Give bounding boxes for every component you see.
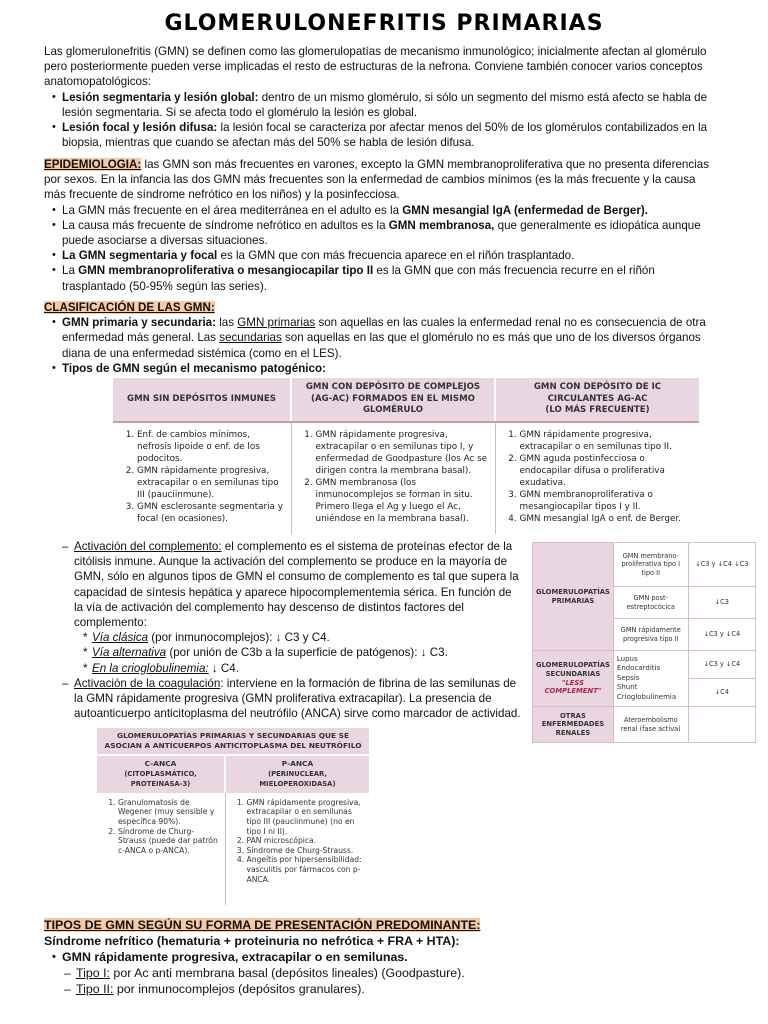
via-alternativa bbox=[62, 645, 522, 660]
text: La causa más frecuente de síndrome nefrótico en adultos es la bbox=[62, 218, 389, 232]
text: La GMN más frecuente en el área mediterránea en el adulto es la bbox=[62, 203, 403, 217]
text: las bbox=[216, 316, 238, 330]
header-subtext: (PERINUCLEAR, MIELOPEROXIDASA) bbox=[259, 769, 336, 789]
text-underlined: Vía alternativa bbox=[92, 646, 167, 660]
list-item: 1. GMN rápidamente progresiva, extracapilar o en semilunas tipo III (pauciinmune) (no en tipo I ni II). bbox=[247, 798, 367, 836]
list-item: Sepsis bbox=[616, 673, 640, 682]
text-underlined: Activación de la coagulación bbox=[74, 676, 221, 690]
list-item: 2. PAN microscópica. bbox=[247, 836, 367, 846]
list-item: 1. Granulomatosis de Wegener (muy sensible y específica 90%). bbox=[118, 798, 222, 827]
presentacion-heading: TIPOS DE GMN SEGÚN SU FORMA DE PRESENTACIÓN PREDOMINANTE: bbox=[44, 918, 481, 932]
value-rapidamente-progresiva: ↓C3 y ↓C4 bbox=[688, 619, 755, 651]
col-p-anca bbox=[225, 793, 369, 905]
list-item: 2. GMN membranosa (los inmunocomplejos se forman in situ. Primero llega el Ag y luego el Ac, uniéndose en la membrana basal). bbox=[316, 477, 491, 525]
sindrome-nefritico: Síndrome nefrítico (hematuria + proteinuria no nefrótica + FRA + HTA): bbox=[44, 934, 460, 948]
bullet-bold: Lesión focal y lesión difusa: bbox=[62, 121, 218, 135]
list-item: 1. GMN rápidamente progresiva, extracapilar o en semilunas tipo I, y enfermedad de Goodpasture (los Ac se dirigen contra la membrana basal). bbox=[316, 429, 491, 477]
crioglobulinemia bbox=[62, 661, 522, 676]
text: (por unión de C3b a la superficie de patógenos): ↓ C3. bbox=[166, 646, 448, 660]
list-item: Crioglobulinemia bbox=[616, 692, 677, 701]
list-item: 4. GMN mesangial IgA o enf. de Berger. bbox=[520, 513, 696, 525]
text-underlined: Activación del complemento: bbox=[74, 540, 222, 553]
text: ↓ C4. bbox=[208, 661, 239, 675]
text-bold: GMN membranosa, bbox=[388, 218, 495, 232]
anca-table bbox=[97, 756, 369, 905]
group-otras: OTRAS ENFERMEDADES RENALES bbox=[533, 707, 614, 743]
bullet-text: dentro de un mismo glomérulo, si sólo un segmento del mismo está afecto se habla de lesión segmentaria. Si se afecta todo el glomérulo la lesión es global. bbox=[62, 90, 708, 119]
value-secundarias-2: ↓C4 bbox=[688, 679, 755, 707]
text-bold: La GMN segmentaria y focal bbox=[62, 249, 218, 263]
header-p-anca bbox=[225, 756, 369, 793]
header-in-situ: GMN CON DEPÓSITO DE COMPLEJOS (AG-AC) FORMADOS EN EL MISMO GLOMÉRULO bbox=[291, 378, 495, 422]
text: que generalmente es idiopática aunque puede asociarse a diversas situaciones. bbox=[62, 218, 701, 248]
group-label: GLOMERULOPATÍAS SECUNDARIAS bbox=[536, 661, 610, 678]
epi-bullet-3 bbox=[44, 248, 714, 263]
epi-bullet-2 bbox=[44, 218, 714, 248]
header-subtext: (LO MÁS FRECUENTE) bbox=[545, 405, 650, 416]
text: : interviene en la formación de fibrina de las semilunas de la GMN rápidamente progresiva (GMN proliferativa extracapilar). La presencia de autoanticuerpo anticitoplasma del neutrófilo (ANCA) sirve como marcador de actividad. bbox=[74, 676, 521, 721]
clasificacion-heading: CLASIFICACIÓN DE LAS GMN: bbox=[44, 301, 215, 314]
text: por Ac anti membrana basal (depósitos lineales) (Goodpasture). bbox=[109, 966, 465, 980]
intro-paragraph: Las glomerulonefritis (GMN) se definen como las glomerulopatías de mecanismo inmunológico; inicialmente afectan al glomérulo pero posteriormente pueden verse implicadas el resto de estructuras de la nefrona. Conviene también conocer varios conceptos anatomopatológicos: bbox=[44, 45, 707, 89]
complement-table bbox=[532, 542, 756, 743]
page-title: GLOMERULONEFRITIS PRIMARIAS bbox=[164, 11, 604, 36]
list-item: 3. GMN esclerosante segmentaria y focal (en ocasiones). bbox=[137, 501, 287, 525]
presentacion-section bbox=[44, 917, 714, 997]
header-text: P-ANCA bbox=[281, 759, 314, 768]
coagulacion-paragraph bbox=[62, 676, 522, 722]
text: (por inmunocomplejos): ↓ C3 y C4. bbox=[148, 631, 330, 645]
row-ateroembolismo: Ateroembolismo renal (fase activa) bbox=[613, 707, 688, 743]
text-bold: GMN membranoproliferativa o mesangiocapilar tipo II bbox=[78, 264, 374, 278]
list-item: 1. Enf. de cambios mínimos, nefrosis lipoide o enf. de los podocitos. bbox=[137, 429, 287, 465]
epidemiologia-paragraph bbox=[44, 157, 714, 203]
text-bold: GMN mesangial IgA (enfermedad de Berger). bbox=[402, 203, 648, 217]
value-membranoproliferativa: ↓C3 y ↓C4 ↓C3 bbox=[688, 543, 755, 587]
text: son aquellas en las cuales la enfermedad renal no es consecuencia de otra enfermedad más general. Las bbox=[62, 316, 706, 345]
list-item: 3. Síndrome de Churg-Strauss. bbox=[247, 846, 367, 856]
text: el complemento es el sistema de proteínas efector de la citólisis inmune. Aunque la activación del complemento se produce en la mayoría de GMN, sólo en algunos tipos de GMN el consumo de complemento es tal que supera la capacidad de síntesis hepática y aparece hipocomplementemia sérica. En función de la vía de activación del complemento hay descenso de distintos factores del complemento: bbox=[74, 540, 519, 630]
header-circulantes bbox=[495, 378, 699, 422]
list-item: 2. Síndrome de Churg-Strauss (puede dar patrón c-ANCA o p-ANCA). bbox=[118, 827, 222, 856]
value-ateroembolismo bbox=[688, 707, 755, 743]
text: es la GMN que con más frecuencia recurre en el riñón trasplantado (50-95% según las series). bbox=[62, 264, 655, 293]
row-secundarias-list bbox=[613, 651, 688, 707]
text-bold: GMN primaria y secundaria: bbox=[62, 316, 216, 330]
list-item: 2. GMN rápidamente progresiva, extracapilar o en semilunas tipo III (pauciinmune). bbox=[137, 465, 287, 501]
list-item: Endocarditis bbox=[616, 664, 661, 673]
value-secundarias-1: ↓C3 y ↓C4 bbox=[688, 651, 755, 679]
list-item: 1. GMN rápidamente progresiva, extracapilar o en semilunas tipo II. bbox=[520, 429, 696, 453]
via-clasica bbox=[62, 630, 522, 645]
col-circulantes bbox=[495, 422, 699, 534]
value-post-estreptococica: ↓C3 bbox=[688, 587, 755, 619]
bullet-segmentaria bbox=[44, 90, 714, 120]
epidemiologia-heading: EPIDEMIOLOGIA: bbox=[44, 158, 142, 171]
text-underlined: GMN primarias bbox=[237, 316, 316, 330]
clasificacion-section bbox=[44, 300, 714, 376]
tipo-1 bbox=[64, 965, 714, 981]
list-item: Lupus bbox=[616, 654, 638, 663]
row-membranoproliferativa: GMN membrano-proliferativa tipo I tipo II bbox=[613, 543, 688, 587]
clas-bullet-2 bbox=[44, 361, 714, 376]
text-underlined: Tipo II: bbox=[76, 982, 114, 996]
text-underlined: Vía clásica bbox=[92, 631, 149, 645]
text-bold: Tipos de GMN según el mecanismo patogénico: bbox=[62, 361, 326, 375]
epidemiologia-text: las GMN son más frecuentes en varones, excepto la GMN membranoproliferativa que no presenta diferencias por sexos. En la infancia las dos GMN más frecuentes son la enfermedad de cambios mínimos (es la más frecuente y la causa más frecuente de síndrome nefrótico en los niños) y la posinfecciosa. bbox=[44, 158, 709, 202]
row-rapidamente-progresiva: GMN rápidamente progresiva tipo II bbox=[613, 619, 688, 651]
bullet-focal bbox=[44, 120, 714, 150]
pres-bullet-1: • GMN rápidamente progresiva, extracapilar o en semilunas. bbox=[44, 949, 714, 965]
intro-section bbox=[44, 44, 714, 150]
text: es la GMN que con más frecuencia aparece en el riñón trasplantado. bbox=[217, 249, 575, 263]
bullet-bold: Lesión segmentaria y lesión global: bbox=[62, 90, 259, 104]
col-c-anca bbox=[97, 793, 225, 905]
group-sublabel: "LESS COMPLEMENT" bbox=[544, 678, 602, 696]
text-underlined: secundarias bbox=[219, 331, 282, 345]
bullet-text: la lesión focal se caracteriza por afectar menos del 50% de los glomérulos contabilizados en la biopsia, mientras que cuando se afectan más del 50% se habla de lesión difusa. bbox=[62, 121, 708, 150]
epi-bullet-1 bbox=[44, 203, 714, 218]
text: son aquellas en las que el glomérulo no es más que uno de los diversos órganos diana de una enfermedad sistémica (como en el LES). bbox=[62, 331, 701, 360]
list-item: 2. GMN aguda postinfecciosa o endocapilar difusa o proliferativa exudativa. bbox=[520, 453, 696, 489]
text: La bbox=[62, 264, 79, 278]
header-sin-depositos: GMN SIN DEPÓSITOS INMUNES bbox=[113, 378, 291, 422]
list-item: 4. Angeítis por hipersensibilidad: vasculitis por fármacos con p-ANCA. bbox=[247, 855, 367, 884]
list-item: Shunt bbox=[616, 683, 638, 692]
mechanism-table bbox=[113, 378, 699, 534]
header-text: C-ANCA bbox=[144, 759, 177, 768]
col-sin-depositos bbox=[113, 422, 291, 534]
header-subtext: (CITOPLASMÁTICO, PROTEINASA-3) bbox=[124, 769, 197, 789]
row-post-estreptococica: GMN post-estreptocócica bbox=[613, 587, 688, 619]
tipo-2 bbox=[64, 981, 714, 997]
header-text: GMN CON DEPÓSITO DE IC CIRCULANTES AG-AC bbox=[533, 382, 662, 404]
epi-bullet-4 bbox=[44, 263, 714, 293]
text: por inmunocomplejos (depósitos granulares). bbox=[113, 982, 365, 996]
complemento-section bbox=[62, 539, 522, 721]
header-c-anca bbox=[97, 756, 225, 793]
group-primarias: GLOMERULOPATÍAS PRIMARIAS bbox=[533, 543, 614, 651]
group-secundarias bbox=[533, 651, 614, 707]
text-underlined: Tipo I: bbox=[76, 966, 110, 980]
col-in-situ bbox=[291, 422, 495, 534]
anca-table-wrap bbox=[97, 728, 369, 905]
list-item: 3. GMN membranoproliferativa o mesangiocapilar tipos I y II. bbox=[520, 489, 696, 513]
epidemiologia-section bbox=[44, 157, 714, 294]
anca-caption: GLOMERULOPATÍAS PRIMARIAS Y SECUNDARIAS QUE SE ASOCIAN A ANTICUERPOS ANTICITOPLASMA DEL NEUTRÓFILO bbox=[97, 728, 369, 754]
clas-bullet-1 bbox=[44, 315, 714, 361]
text-underlined: En la crioglobulinemia: bbox=[92, 661, 209, 675]
complemento-paragraph bbox=[62, 539, 522, 630]
